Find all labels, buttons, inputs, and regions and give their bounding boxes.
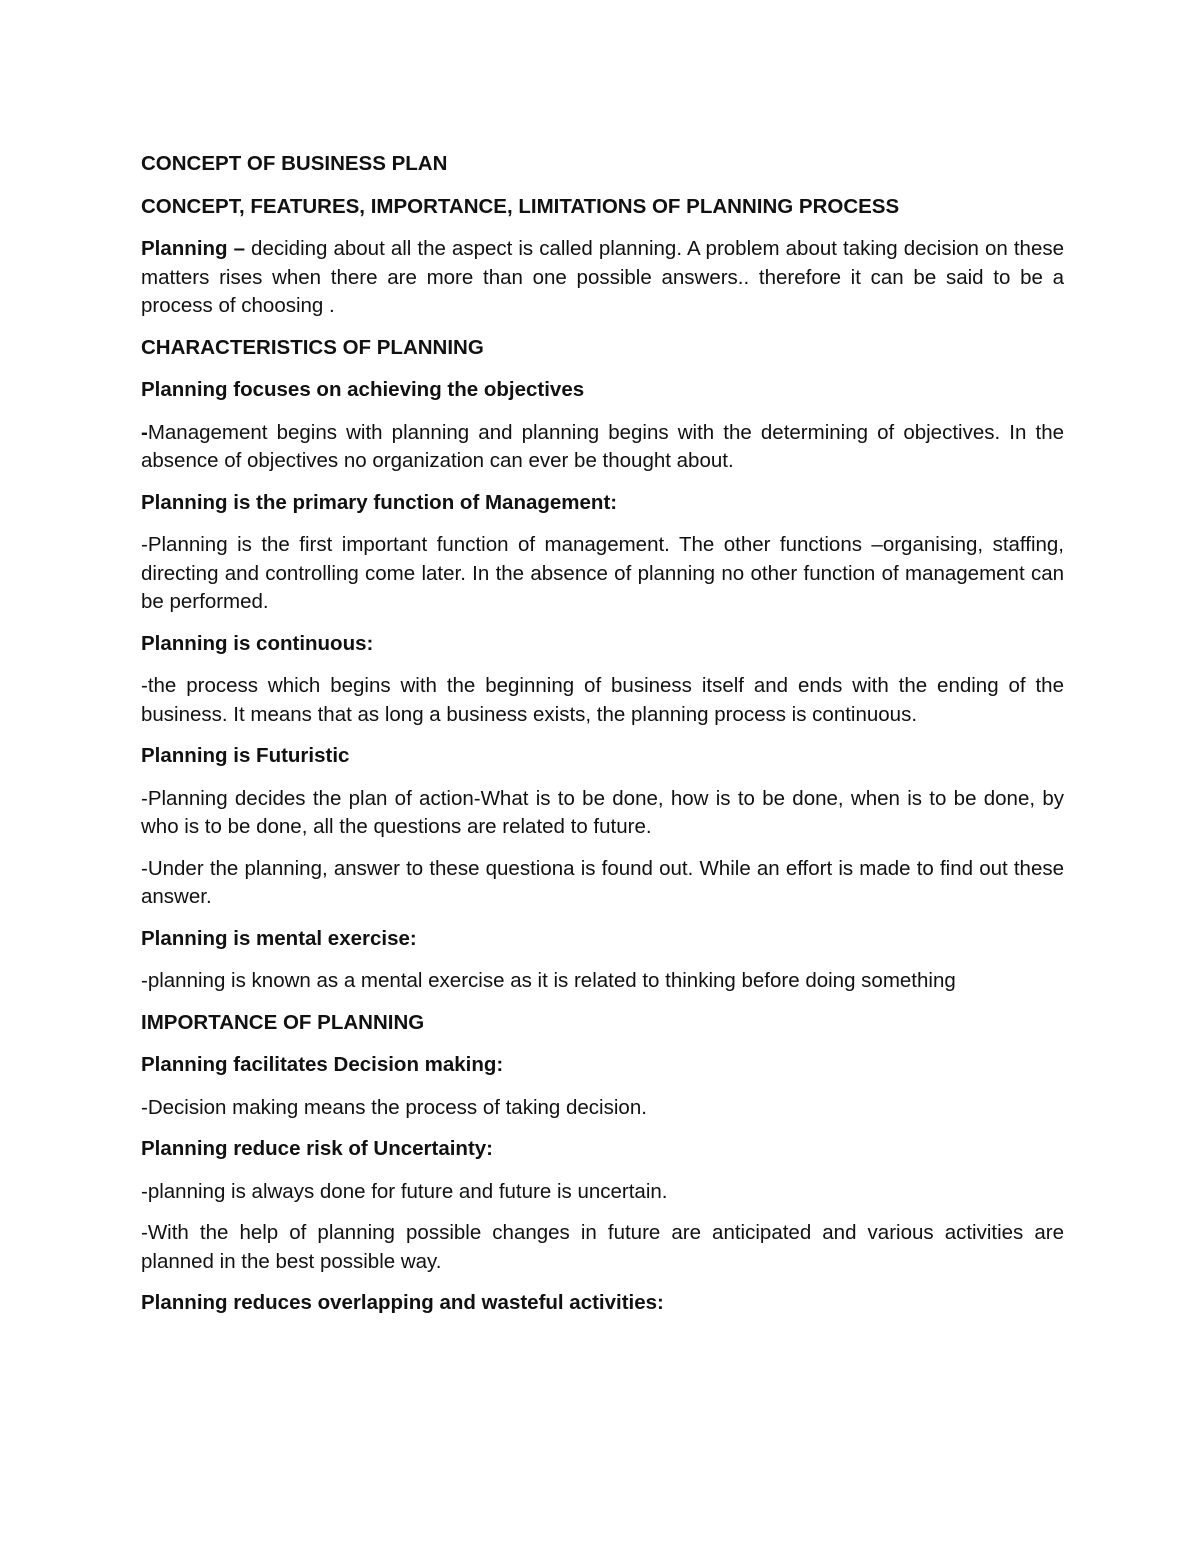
char-item-title: Planning is continuous: xyxy=(141,631,374,655)
char-item-para: -planning is known as a mental exercise as it is related to thinking before doing something xyxy=(141,969,956,992)
char-item-para: -Planning is the first important function of management. The other functions –organising, staffing, directing and controlling come later. In the absence of planning no other function of management can be performed. xyxy=(141,533,1064,613)
char-item-title: Planning is the primary function of Management: xyxy=(141,490,618,514)
char-item-title: Planning is mental exercise: xyxy=(141,926,417,950)
intro-paragraph xyxy=(141,235,1064,321)
char-item-title: Planning is Futuristic xyxy=(141,744,350,767)
char-item-para: -Under the planning, answer to these questiona is found out. While an effort is made to find out these answer. xyxy=(141,856,1064,908)
imp-item-title: Planning facilitates Decision making: xyxy=(141,1053,504,1076)
imp-item-title: Planning reduce risk of Uncertainty: xyxy=(141,1137,493,1160)
char-item-text: Management begins with planning and planning begins with the determining of objectives. In the absence of objectives no organization can ever be thought about. xyxy=(141,420,1064,472)
characteristics-heading: CHARACTERISTICS OF PLANNING xyxy=(141,335,484,359)
char-item-para: -the process which begins with the beginning of business itself and ends with the ending of the business. It means that as long a business exists, the planning process is continuous. xyxy=(141,674,1064,726)
imp-item-para: -Decision making means the process of taking decision. xyxy=(141,1095,647,1119)
document-subtitle: CONCEPT, FEATURES, IMPORTANCE, LIMITATIONS OF PLANNING PROCESS xyxy=(141,194,900,218)
imp-item-title: Planning reduces overlapping and wasteful activities: xyxy=(141,1291,664,1314)
char-item-para: -Planning decides the plan of action-What is to be done, how is to be done, when is to be done, by who is to be done, all the questions are related to future. xyxy=(141,786,1064,838)
char-item-dash: - xyxy=(141,420,148,444)
intro-lead: Planning – xyxy=(141,237,246,260)
document-title: CONCEPT OF BUSINESS PLAN xyxy=(141,152,448,175)
char-item-title: Planning focuses on achieving the objectives xyxy=(141,378,585,401)
importance-heading: IMPORTANCE OF PLANNING xyxy=(141,1010,425,1034)
imp-item-para: -planning is always done for future and future is uncertain. xyxy=(141,1179,668,1203)
document-page xyxy=(141,150,1064,1332)
intro-text: deciding about all the aspect is called planning. A problem about taking decision on these matters rises when there are more than one possible answers.. therefore it can be said to be a process of choosing . xyxy=(141,237,1064,317)
imp-item-para: -With the help of planning possible changes in future are anticipated and various activities are planned in the best possible way. xyxy=(141,1221,1064,1273)
char-item-para xyxy=(141,419,1064,476)
